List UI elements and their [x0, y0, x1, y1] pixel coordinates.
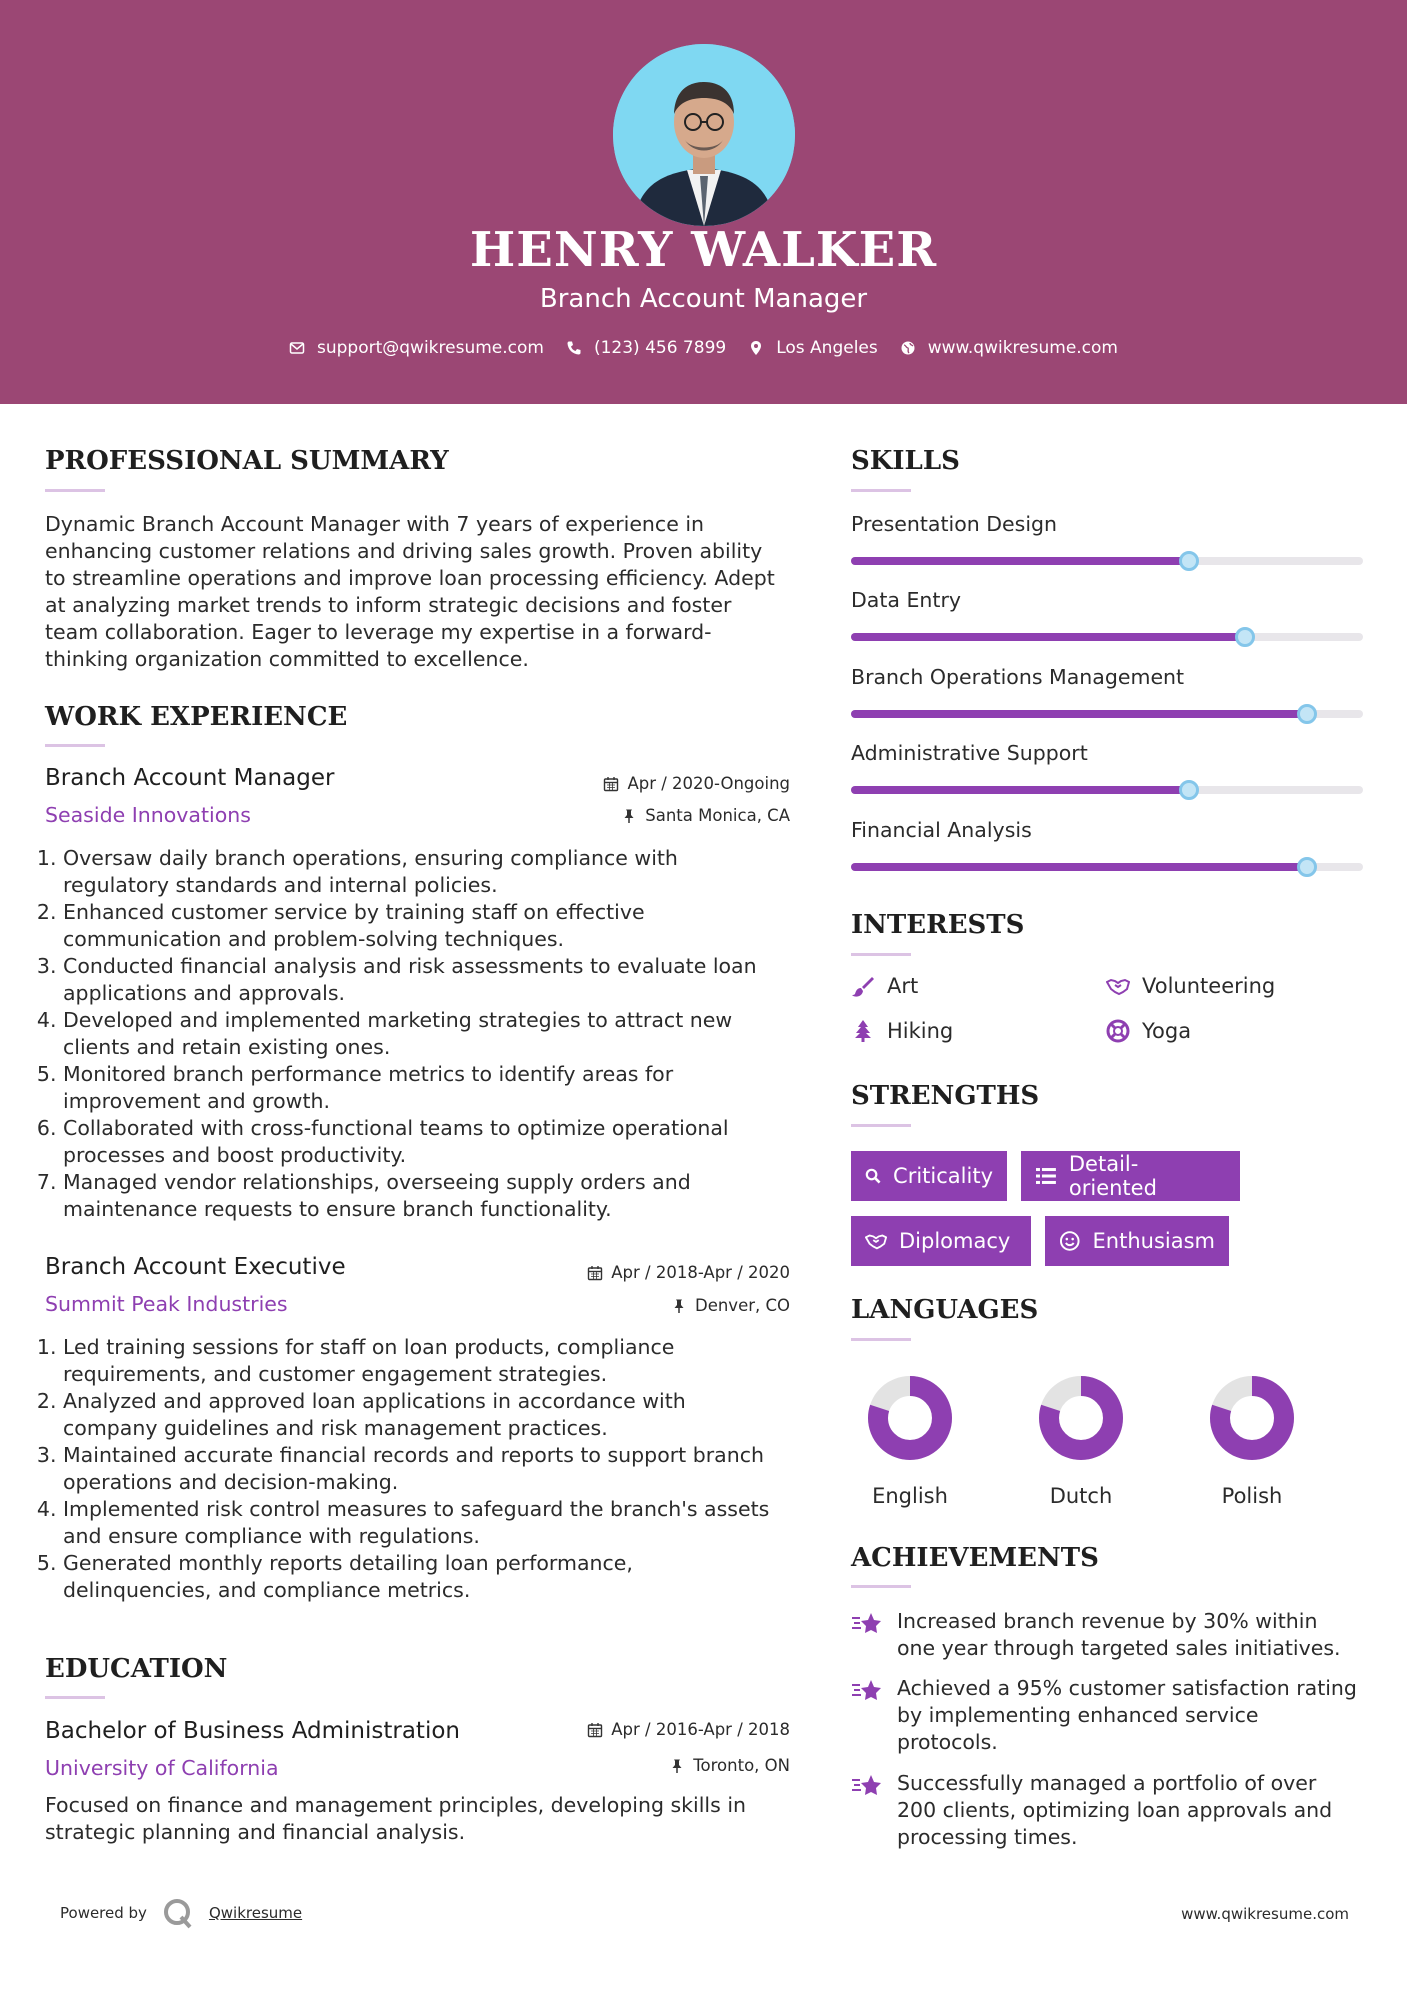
skill-bar-fill	[851, 633, 1245, 641]
strength-label: Detail-oriented	[1068, 1152, 1157, 1200]
skill-bar	[851, 786, 1363, 794]
footer-powered-by	[60, 1896, 302, 1930]
skill-bar	[851, 557, 1363, 565]
bullet-item: 4. Developed and implemented marketing strategies to attract new clients and retain existing ones.	[63, 1007, 785, 1061]
language-label: Polish	[1221, 1484, 1283, 1508]
strengths-heading: STRENGTHS	[851, 1081, 1040, 1111]
interest-label: Hiking	[887, 1019, 954, 1043]
language-english	[860, 1374, 960, 1508]
skill-label: Administrative Support	[851, 741, 1088, 765]
tree-icon	[851, 1019, 875, 1043]
school-name: University of California	[45, 1756, 279, 1780]
skills-heading: SKILLS	[851, 446, 960, 476]
summary-line: thinking organization committed to excellence.	[45, 647, 529, 671]
shooting-star-icon	[851, 1772, 883, 1800]
search-icon	[865, 1165, 881, 1187]
achievement-text: Achieved a 95% customer satisfaction rating by implementing enhanced service protocols.	[897, 1676, 1357, 1754]
education-heading: EDUCATION	[45, 1654, 228, 1684]
bullet-item: 7. Managed vendor relationships, overseeing supply orders and maintenance requests to ensure branch functionality.	[63, 1169, 785, 1223]
achievement-item	[851, 1608, 1371, 1662]
skill-bar-fill	[851, 710, 1307, 718]
experience-heading: WORK EXPERIENCE	[45, 702, 348, 732]
summary-line: enhancing customer relations and driving sales growth. Proven ability	[45, 539, 763, 563]
strength-label: Diplomacy	[899, 1229, 1011, 1253]
resume-header	[0, 0, 1407, 404]
interest-hiking	[851, 1019, 953, 1043]
strength-label: Criticality	[893, 1164, 993, 1188]
skill-bar-knob	[1297, 857, 1317, 877]
job-location-text: Santa Monica, CA	[645, 806, 790, 825]
bullet-item: 1. Oversaw daily branch operations, ensuring compliance with regulatory standards and internal policies.	[63, 845, 785, 899]
pushpin-icon	[671, 1298, 687, 1314]
language-ring	[1037, 1374, 1125, 1462]
skill-bar-knob	[1297, 704, 1317, 724]
bullet-item: 6. Collaborated with cross-functional teams to optimize operational processes and boost productivity.	[63, 1115, 785, 1169]
strengths-rule	[851, 1124, 911, 1127]
skill-bar-fill	[851, 863, 1307, 871]
language-label: Dutch	[1049, 1484, 1113, 1508]
job-dates-text: Apr / 2020-Ongoing	[627, 774, 790, 793]
strength-tag	[1045, 1216, 1229, 1266]
job-dates	[520, 774, 790, 793]
list-icon	[1035, 1165, 1057, 1187]
languages-heading: LANGUAGES	[851, 1295, 1039, 1325]
skill-label: Presentation Design	[851, 512, 1058, 536]
interests-rule	[851, 953, 911, 956]
skill-bar	[851, 633, 1363, 641]
bullet-item: 5. Monitored branch performance metrics to identify areas for improvement and growth.	[63, 1061, 785, 1115]
contact-phone[interactable]	[566, 338, 726, 358]
candidate-name: HENRY WALKER	[469, 222, 938, 278]
summary-line: to streamline operations and improve loan processing efficiency. Adept	[45, 566, 775, 590]
interests-heading: INTERESTS	[851, 910, 1025, 940]
paintbrush-icon	[851, 974, 875, 998]
person-portrait-icon	[613, 44, 795, 226]
interest-label: Yoga	[1142, 1019, 1192, 1043]
website-text: www.qwikresume.com	[927, 338, 1118, 358]
bullet-item: 5. Generated monthly reports detailing loan performance, delinquencies, and compliance metrics.	[63, 1550, 785, 1604]
strength-tag	[851, 1151, 1007, 1201]
education-dates	[520, 1720, 790, 1739]
candidate-title: Branch Account Manager	[539, 284, 868, 314]
calendar-icon	[603, 776, 619, 792]
strength-label: Enthusiasm	[1092, 1229, 1215, 1253]
contact-location	[748, 338, 878, 358]
powered-by-text: Powered by	[60, 1904, 147, 1922]
interest-label: Art	[887, 974, 919, 998]
language-ring	[1208, 1374, 1296, 1462]
experience-rule	[45, 744, 105, 747]
qwikresume-logo-icon	[161, 1896, 195, 1930]
handshake-icon	[1106, 974, 1130, 998]
job-bullets	[45, 845, 785, 1223]
bullet-item: 3. Maintained accurate financial records and reports to support branch operations and decision-making.	[63, 1442, 785, 1496]
skill-bar-fill	[851, 786, 1189, 794]
interest-yoga	[1106, 1019, 1191, 1043]
job-title: Branch Account Manager	[45, 765, 335, 791]
skill-bar	[851, 863, 1363, 871]
calendar-icon	[587, 1722, 603, 1738]
achievements-rule	[851, 1585, 911, 1588]
skills-rule	[851, 489, 911, 492]
skill-bar-knob	[1235, 627, 1255, 647]
skill-label: Branch Operations Management	[851, 665, 1185, 689]
lifebuoy-icon	[1106, 1019, 1130, 1043]
interest-art	[851, 974, 918, 998]
contact-bar	[0, 338, 1407, 358]
summary-line: team collaboration. Eager to leverage my expertise in a forward-	[45, 620, 712, 644]
education-location	[520, 1756, 790, 1775]
contact-email[interactable]	[289, 338, 544, 358]
achievement-item	[851, 1675, 1371, 1756]
education-rule	[45, 1696, 105, 1699]
location-text: Los Angeles	[776, 338, 878, 358]
skill-bar-knob	[1179, 551, 1199, 571]
job-company: Summit Peak Industries	[45, 1292, 288, 1316]
bullet-item: 4. Implemented risk control measures to safeguard the branch's assets and ensure compliance with regulations.	[63, 1496, 785, 1550]
skill-bar	[851, 710, 1363, 718]
job-company: Seaside Innovations	[45, 803, 251, 827]
contact-website[interactable]	[900, 338, 1118, 358]
achievements-heading: ACHIEVEMENTS	[851, 1543, 1099, 1573]
brand-link[interactable]: Qwikresume	[208, 1904, 303, 1922]
pushpin-icon	[621, 808, 637, 824]
skill-label: Financial Analysis	[851, 818, 1032, 842]
summary-heading: PROFESSIONAL SUMMARY	[45, 446, 449, 476]
language-label: English	[872, 1484, 948, 1508]
bullet-item: 2. Analyzed and approved loan applications in accordance with company guidelines and risk management practices.	[63, 1388, 785, 1442]
skill-bar-knob	[1179, 780, 1199, 800]
phone-icon	[566, 340, 582, 356]
profile-photo	[613, 44, 795, 226]
strength-tag	[1021, 1151, 1240, 1201]
smile-icon	[1059, 1230, 1081, 1252]
education-dates-text: Apr / 2016-Apr / 2018	[611, 1720, 790, 1739]
skill-label: Data Entry	[851, 588, 962, 612]
skill-bar-fill	[851, 557, 1189, 565]
achievement-text: Increased branch revenue by 30% within one year through targeted sales initiatives.	[897, 1609, 1341, 1660]
job-title: Branch Account Executive	[45, 1254, 346, 1280]
strength-tag	[851, 1216, 1031, 1266]
education-description	[45, 1792, 746, 1846]
envelope-icon	[289, 340, 305, 356]
calendar-icon	[587, 1265, 603, 1281]
pushpin-icon	[669, 1758, 685, 1774]
phone-text: (123) 456 7899	[593, 338, 727, 358]
language-ring	[866, 1374, 954, 1462]
education-line: Focused on finance and management principles, developing skills in	[45, 1793, 747, 1817]
job-dates-text: Apr / 2018-Apr / 2020	[611, 1263, 790, 1282]
map-pin-icon	[748, 340, 764, 356]
languages-rule	[851, 1338, 911, 1341]
achievement-item	[851, 1770, 1371, 1851]
summary-line: Dynamic Branch Account Manager with 7 years of experience in	[45, 512, 705, 536]
achievement-text: Successfully managed a portfolio of over 200 clients, optimizing loan approvals and processing times.	[897, 1771, 1333, 1849]
summary-rule	[45, 489, 105, 492]
language-polish	[1202, 1374, 1302, 1508]
education-line: strategic planning and financial analysis.	[45, 1820, 466, 1844]
language-dutch	[1031, 1374, 1131, 1508]
degree-title: Bachelor of Business Administration	[45, 1718, 460, 1744]
job-location	[520, 1296, 790, 1315]
bullet-item: 2. Enhanced customer service by training staff on effective communication and problem-solving techniques.	[63, 899, 785, 953]
job-bullets	[45, 1334, 785, 1604]
job-dates	[520, 1263, 790, 1282]
shooting-star-icon	[851, 1610, 883, 1638]
summary-text	[45, 511, 775, 673]
summary-line: at analyzing market trends to inform strategic decisions and foster	[45, 593, 732, 617]
education-location-text: Toronto, ON	[693, 1756, 790, 1775]
bullet-item: 3. Conducted financial analysis and risk assessments to evaluate loan applications and approvals.	[63, 953, 785, 1007]
interest-volunteering	[1106, 974, 1275, 998]
email-text: support@qwikresume.com	[317, 338, 544, 358]
bullet-item: 1. Led training sessions for staff on loan products, compliance requirements, and customer engagement strategies.	[63, 1334, 785, 1388]
shooting-star-icon	[851, 1677, 883, 1705]
footer-website[interactable]: www.qwikresume.com	[1181, 1905, 1349, 1923]
handshake-icon	[865, 1230, 887, 1252]
interest-label: Volunteering	[1142, 974, 1276, 998]
job-location-text: Denver, CO	[694, 1296, 790, 1315]
job-location	[520, 806, 790, 825]
globe-icon	[900, 340, 916, 356]
